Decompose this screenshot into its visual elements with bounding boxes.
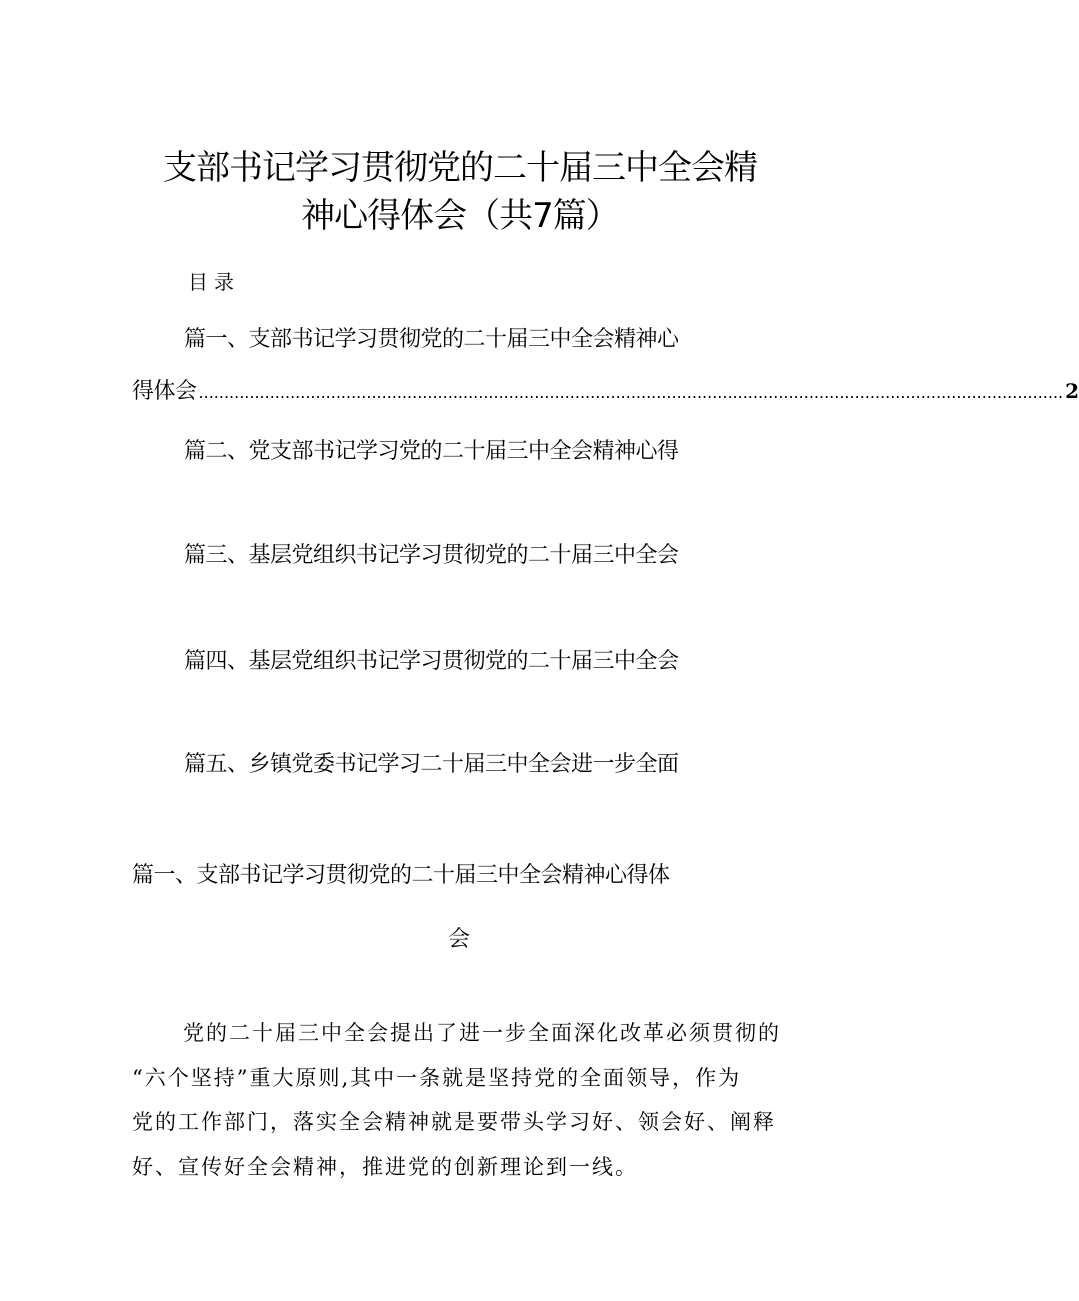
section-1-paragraph-line-3: 党的工作部门，落实全会精神就是要带头学习好、领会好、阐释 (132, 1110, 776, 1134)
section-1-paragraph-line-4: 好、宣传好全会精神，推进党的创新理论到一线。 (132, 1155, 638, 1179)
toc-item-5[interactable]: 篇五、乡镇党委书记学习二十届三中全会进一步全面 (184, 752, 679, 777)
toc-item-2[interactable]: 篇二、党支部书记学习党的二十届三中全会精神心得 (184, 439, 679, 464)
document-title-line-1: 支部书记学习贯彻党的二十届三中全会精 (163, 148, 757, 188)
section-1-heading-line-2: 会 (448, 927, 470, 952)
toc-item-1-line-2[interactable] (132, 374, 1079, 405)
document-title-line-2: 神心得体会（共7篇） (301, 196, 619, 236)
toc-leader-dots: .......................................................................................................................................................................... (198, 383, 1064, 402)
section-1-paragraph-line-1: 党的二十届三中全会提出了进一步全面深化改革必须贯彻的 (183, 1021, 781, 1045)
toc-item-3[interactable]: 篇三、基层党组织书记学习贯彻党的二十届三中全会 (184, 543, 679, 568)
toc-label: 目录 (188, 270, 240, 294)
toc-item-1-line-1[interactable]: 篇一、支部书记学习贯彻党的二十届三中全会精神心 (184, 327, 679, 352)
toc-item-1-text: 得体会 (132, 379, 197, 404)
section-1-paragraph-line-2: “六个坚持”重大原则,其中一条就是坚持党的全面领导，作为 (132, 1066, 742, 1090)
toc-item-4[interactable]: 篇四、基层党组织书记学习贯彻党的二十届三中全会 (184, 649, 679, 674)
section-1-heading-line-1: 篇一、支部书记学习贯彻党的二十届三中全会精神心得体 (132, 863, 670, 888)
toc-item-1-page-number: 2 (1065, 379, 1079, 403)
